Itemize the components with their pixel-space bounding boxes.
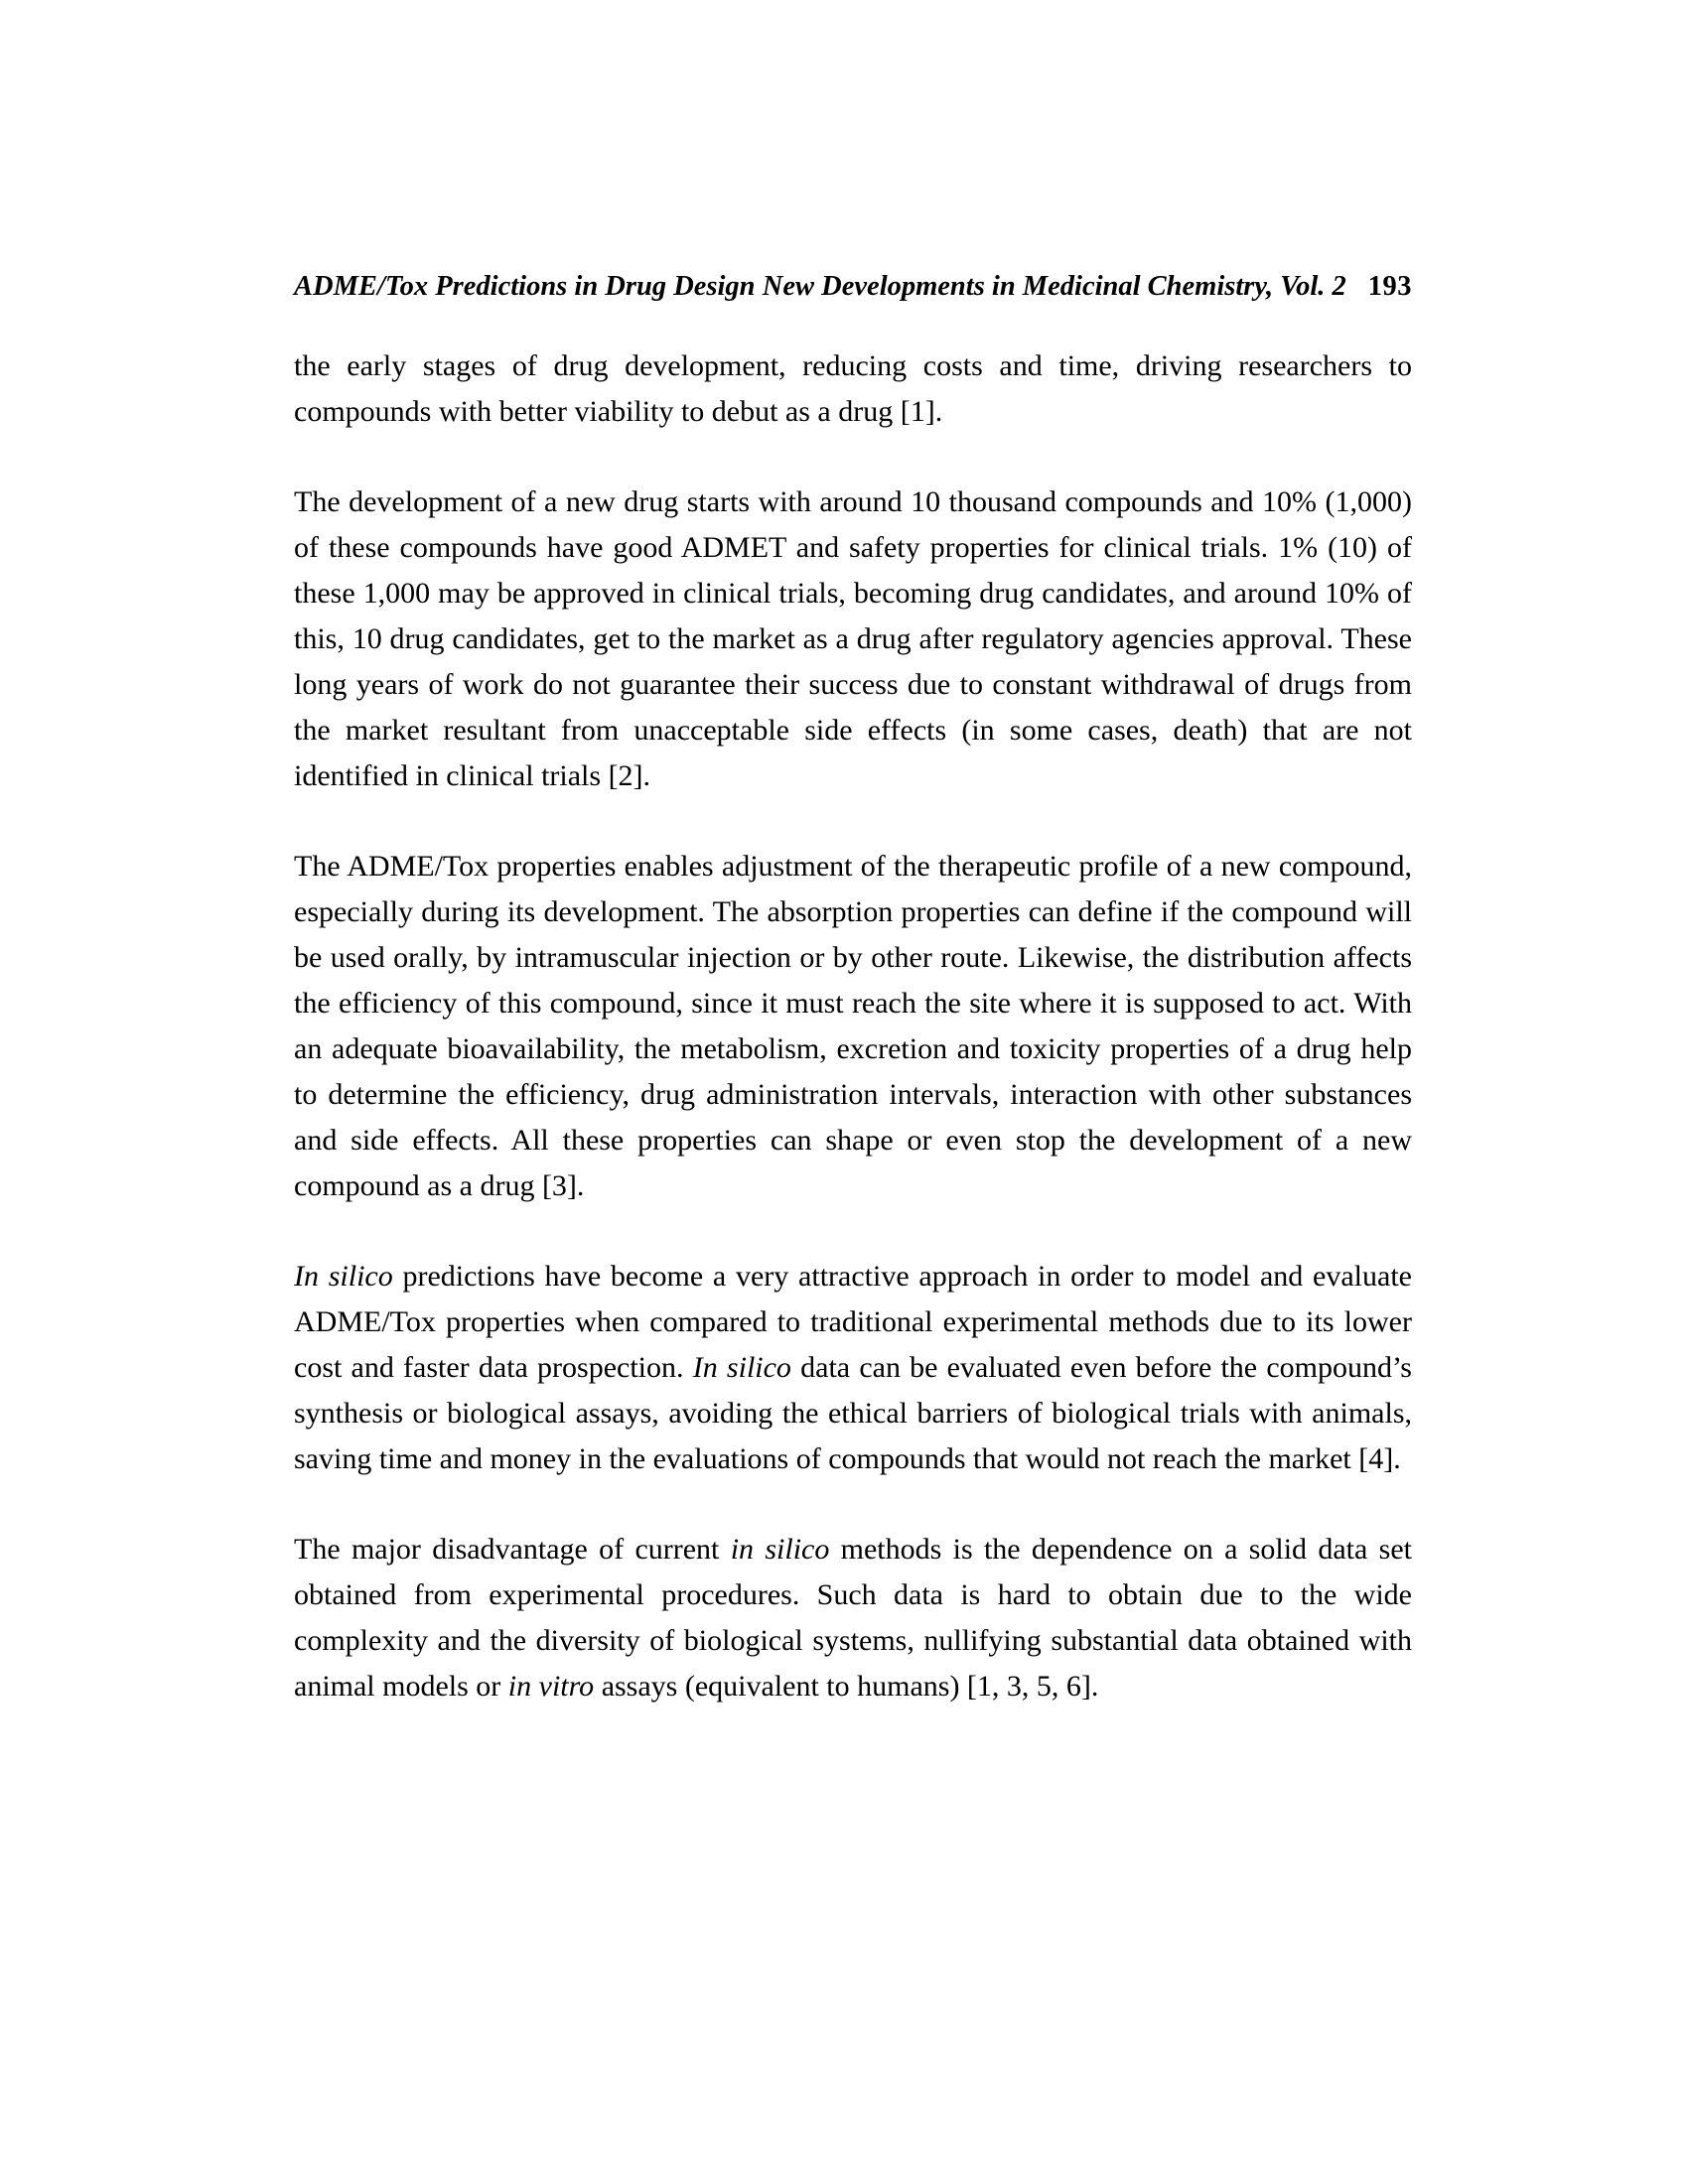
running-title-right: New Developments in Medicinal Chemistry, Vol. 2 [762,271,1346,302]
paragraph-1: the early stages of drug development, reducing costs and time, driving researchers to compounds with better viability to debut as a drug [1]. [294,349,1412,428]
text-block [294,270,1412,1754]
paragraph-5: The major disadvantage of current in silico methods is the dependence on a solid data set obtained from experimental procedures. Such data is hard to obtain due to the wide complexity and the diversity of biological systems, nullifying substantial data obtained with animal models or in vitro assays (equivalent to humans) [1, 3, 5, 6]. [294,1533,1412,1703]
paragraph-3: The ADME/Tox properties enables adjustment of the therapeutic profile of a new compound, especially during its development. The absorption properties can define if the compound will be used orally, by intramuscular injection or by other route. Likewise, the distribution affects the efficiency of this compound, since it must reach the site where it is supposed to act. With an adequate bioavailability, the metabolism, excretion and toxicity properties of a drug help to determine the efficiency, drug administration intervals, interaction with other substances and side effects. All these properties can shape or even stop the development of a new compound as a drug [3]. [294,850,1412,1202]
page-body [294,343,1412,1709]
paragraph-2: The development of a new drug starts with around 10 thousand compounds and 10% (1,000) of these compounds have good ADMET and safety properties for clinical trials. 1% (10) of these 1,000 may be approved in clinical trials, becoming drug candidates, and around 10% of this, 10 drug candidates, get to the market as a drug after regulatory agencies approval. These long years of work do not guarantee their success due to constant withdrawal of drugs from the market resultant from unacceptable side effects (in some cases, death) that are not identified in clinical trials [2]. [294,485,1412,792]
running-title-right-group [763,270,1412,304]
paragraph-4: In silico predictions have become a very attractive approach in order to model and evaluate ADME/Tox properties when compared to traditional experimental methods due to its lower cost and faster data prospection. In silico data can be evaluated even before the compound’s synthesis or biological assays, avoiding the ethical barriers of biological trials with animals, saving time and money in the evaluations of compounds that would not reach the market [4]. [294,1260,1412,1475]
page-header [294,270,1412,304]
page-number: 193 [1367,271,1412,302]
running-title-left: ADME/Tox Predictions in Drug Design [294,271,756,302]
